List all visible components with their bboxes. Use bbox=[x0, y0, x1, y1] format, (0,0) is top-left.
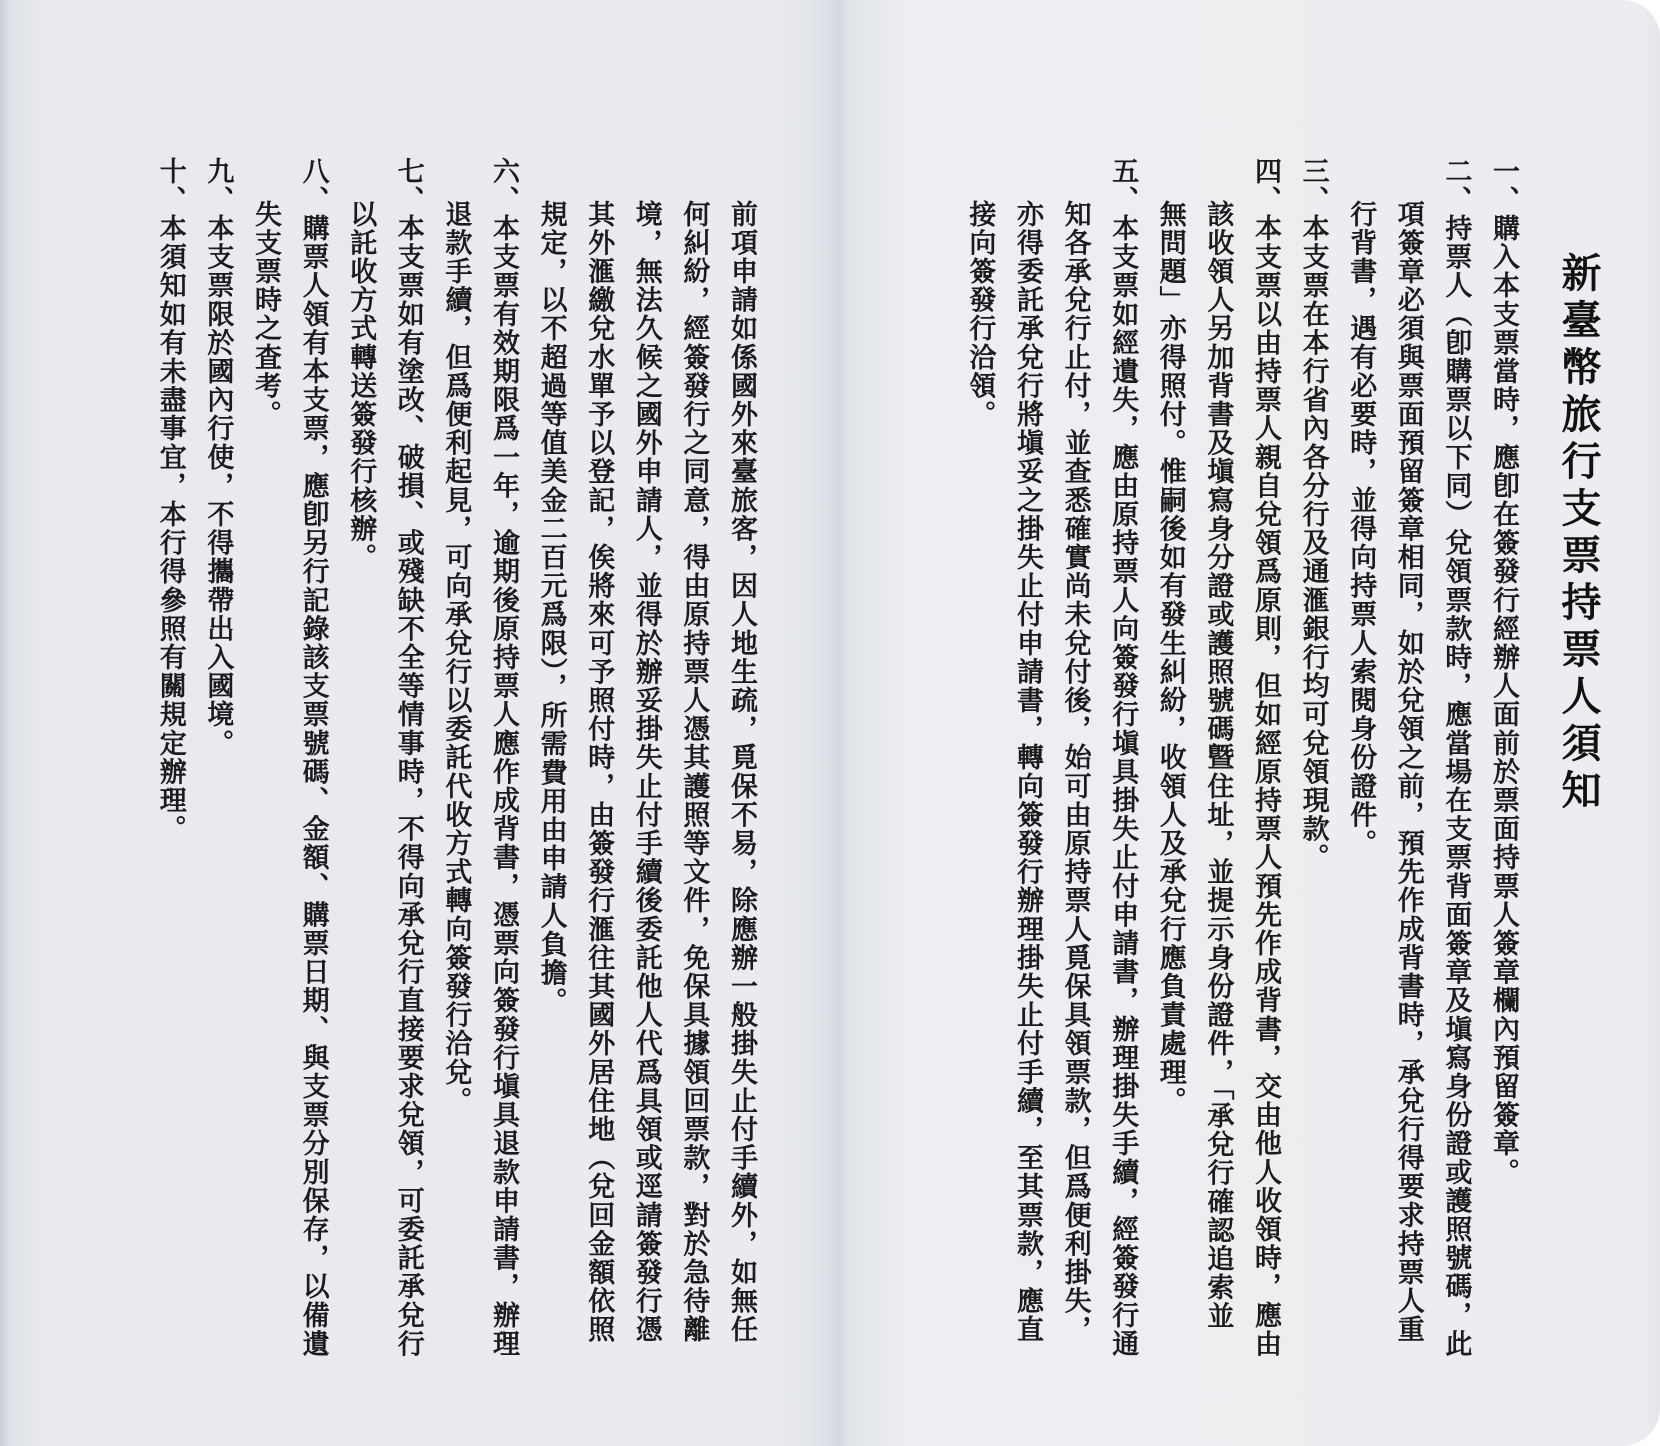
notice-continuation-line: 規定，以不超過等值美金二百元爲限），所需費用由申請人負擔。 bbox=[535, 200, 567, 1016]
notice-item-line: 九、本支票限於國內行使，不得攜帶出入國境。 bbox=[202, 157, 234, 758]
document-title: 新臺幣旅行支票持票人須知 bbox=[1555, 252, 1601, 816]
notice-continuation-line: 何糾紛，經簽發行之同意，得由原持票人憑其護照等文件，免保具據領回票款，對於急待離 bbox=[678, 200, 710, 1344]
notice-continuation-line: 以託收方式轉送簽發行核辦。 bbox=[345, 200, 377, 572]
notice-continuation-line: 項簽章必須與票面預留簽章相同，如於兌領之前，預先作成背書時，承兌行得要求持票人重 bbox=[1392, 200, 1424, 1344]
notice-item-line: 七、本支票如有塗改、破損、或殘缺不全等情事時，不得向承兌行直接要求兌領，可委託承兌行 bbox=[392, 157, 424, 1359]
notice-continuation-line: 亦得委託承兌行將塡妥之掛失止付申請書，轉向簽發行辦理掛失止付手續，至其票款，應直 bbox=[1012, 200, 1043, 1344]
notice-continuation-line: 失支票時之査考。 bbox=[250, 200, 281, 429]
notice-continuation-line: 該收領人另加背書及塡寫身分證或護照號碼曁住址，並提示身份證件，「承兌行確認追索並 bbox=[1202, 200, 1234, 1331]
notice-item-line: 八、購票人領有本支票，應卽另行記錄該支票號碼、金額、購票日期、與支票分別保存，以備遺 bbox=[297, 157, 329, 1359]
notice-item-line: 一、購入本支票當時，應卽在簽發行經辦人面前於票面持票人簽章欄內預留簽章。 bbox=[1488, 157, 1519, 1187]
notice-item-line: 三、本支票在本行省內各分行及通滙銀行均可兌領現款。 bbox=[1297, 157, 1329, 872]
notice-continuation-line: 無問題」亦得照付。惟嗣後如有發生糾紛，收領人及承兌行應負責處理。 bbox=[1154, 200, 1186, 1116]
notice-continuation-line: 接向簽發行洽領。 bbox=[964, 200, 996, 429]
notice-item-line: 五、本支票如經遺失，應由原持票人向簽發行塡具掛失止付申請書，辦理掛失手續，經簽發行通 bbox=[1107, 157, 1139, 1359]
notice-item-line: 二、持票人（卽購票以下同）兌領票款時，應當場在支票背面簽章及塡寫身份證或護照號碼，此 bbox=[1440, 157, 1472, 1359]
notice-continuation-line: 行背書，遇有必要時，並得向持票人索閱身份證件。 bbox=[1345, 200, 1377, 858]
notice-continuation-line: 其外滙繳兌水單予以登記，俟將來可予照付時，由簽發行滙往其國外居住地（兌回金額依照 bbox=[583, 200, 615, 1344]
notice-continuation-line: 境，無法久候之國外申請人，並得於辦妥掛失止付手續後委託他人代爲具領或逕請簽發行憑 bbox=[630, 200, 662, 1344]
notice-item-line: 六、本支票有效期限爲一年，逾期後原持票人應作成背書，憑票向簽發行塡具退款申請書，辦理 bbox=[488, 157, 519, 1359]
notice-item-line: 四、本支票以由持票人親自兌領爲原則，但如經原持票人預先作成背書，交由他人收領時，應由 bbox=[1250, 157, 1281, 1359]
notice-item-line: 十、本須知如有未盡事宜，本行得參照有關規定辦理。 bbox=[154, 157, 186, 844]
notice-continuation-line: 前項申請如係國外來臺旅客，因人地生疏，覓保不易，除應辦一般掛失止付手續外，如無任 bbox=[726, 200, 757, 1344]
notice-continuation-line: 退款手續，但爲便利起見，可向承兌行以委託代收方式轉向簽發行洽兌。 bbox=[440, 200, 472, 1116]
notice-continuation-line: 知各承兌行止付，並查悉確實尚未兌付後，始可由原持票人覓保具領票款，但爲便利掛失， bbox=[1059, 200, 1091, 1344]
